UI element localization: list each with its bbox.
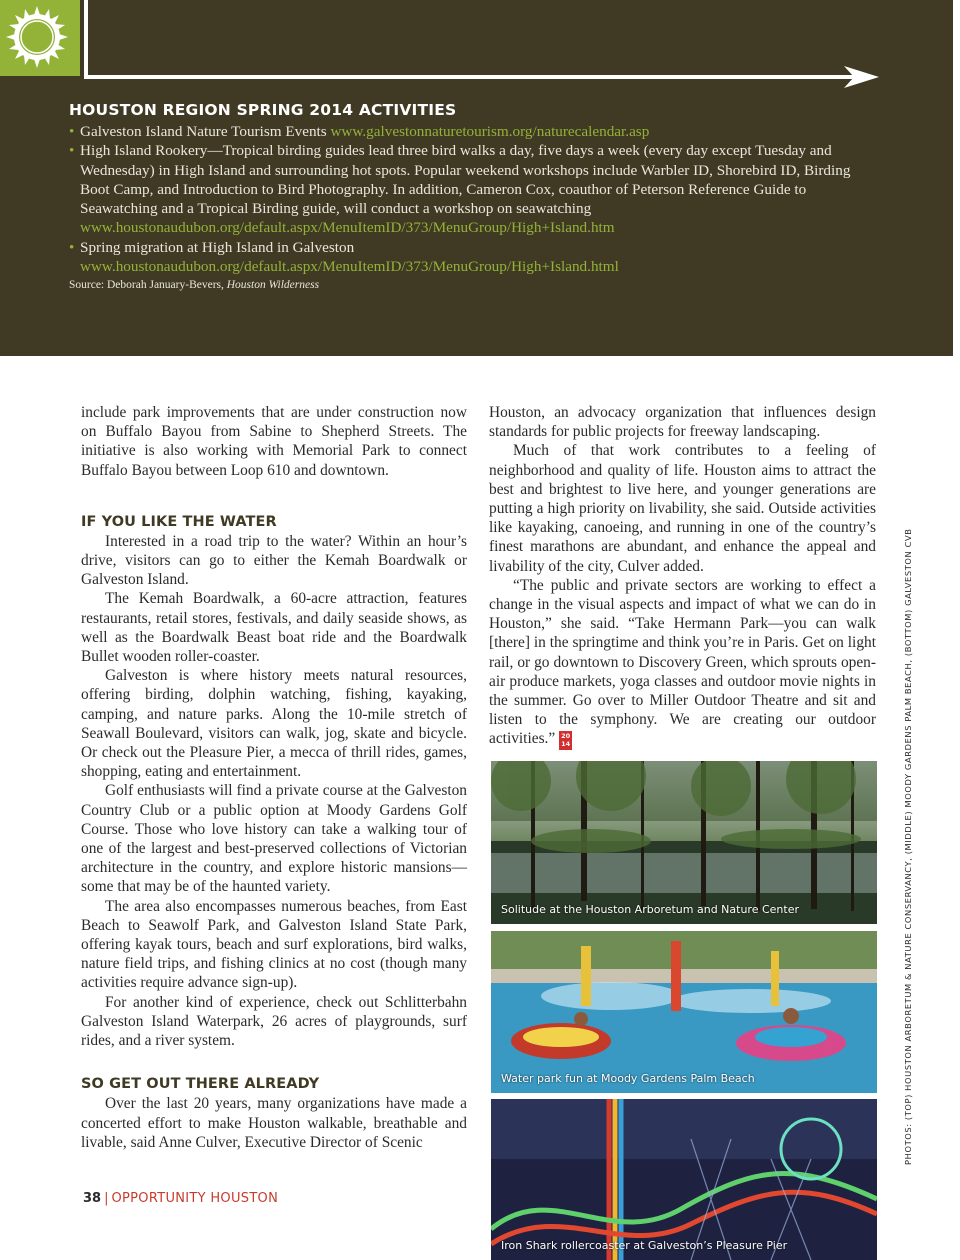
end-mark-icon: 20 14	[561, 731, 571, 749]
footer-separator: |	[104, 1191, 109, 1206]
photo-caption: Iron Shark rollercoaster at Galveston’s Pleasure Pier	[501, 1239, 788, 1252]
sun-icon	[0, 0, 80, 76]
body-paragraph: The area also encompasses numerous beaches, from East Beach to Seawolf Park, and Galveston Island State Park, offering kayak tours, beach and surf explorations, bird walks, nature field trips, and fishing clinics at no cost (though many activities require advance sign-up).	[81, 897, 467, 992]
arrow-right-icon	[84, 64, 884, 90]
photo-credit: PHOTOS: (TOP) HOUSTON ARBORETUM & NATURE CONSERVANCY, (MIDDLE) MOODY GARDENS PALM BEACH, (BOTTOM) GALVESTON CVB	[903, 528, 913, 1165]
page-number: 38	[83, 1191, 102, 1206]
high-island-link[interactable]: www.houstonaudubon.org/default.aspx/MenuItemID/373/MenuGroup/High+Island.htm	[80, 219, 615, 237]
activities-sidebar-box	[0, 0, 953, 356]
box-heading: HOUSTON REGION SPRING 2014 ACTIVITIES	[69, 101, 457, 119]
body-paragraph: The Kemah Boardwalk, a 60-acre attraction, features restaurants, retail stores, festivals, and daily seaside shows, as well as the Boardwalk Beast boat ride and the Boardwalk Bullet wooden roller-coaster.	[81, 590, 467, 666]
publication-name: OPPORTUNITY HOUSTON	[111, 1191, 279, 1206]
list-item: • High Island Rookery—Tropical birding guides lead three bird walks a day, five days a week (every day except Tuesday and Wednesday) in High Island and surrounding hot spots. Popular weekend workshops include Warbler ID, Shorebird ID, Birding Boot Camp, and Introduction to Bird Photography. In addition, Cameron Cox, coauthor of Peterson Reference Guide to Seawatching and a Tropical Birding guide, will conduct a workshop on seawatching www.houstonaudubon.org/default.aspx/MenuItemID/373/MenuGroup/High+Island.htm	[69, 141, 869, 237]
body-paragraph: For another kind of experience, check out Schlitterbahn Galveston Island Waterpark, 26 acres of playgrounds, surf rides, and a river system.	[81, 993, 467, 1050]
body-paragraph: Galveston is where history meets natural resources, offering birding, dolphin watching, fishing, kayaking, camping, and nature parks. Along the 10-mile stretch of Seawall Boulevard, visitors can walk, jog, skate and bicycle. Or check out the Pleasure Pier, a mecca of thrill rides, games, shopping, eating and entertainment.	[81, 667, 467, 781]
body-paragraph: Houston, an advocacy organization that influences design standards for public projects for freeway landscaping.	[489, 404, 876, 441]
photo-rollercoaster	[491, 1099, 877, 1260]
body-paragraph: Much of that work contributes to a feeling of neighborhood and quality of life. Houston aims to attract the best and brightest to live here, and younger generations are putting a high priority on livability, she said. Outside activities like kayaking, canoeing, and running in one of the country’s finest marathons are abundant, and enhance the appeal and livability of the city, Culver added.	[489, 442, 876, 575]
body-paragraph: Over the last 20 years, many organizations have made a concerted effort to make Houston walkable, breathable and livable, said Anne Culver, Executive Director of Scenic	[81, 1095, 467, 1151]
source-line: Source: Deborah January-Bevers, Houston Wilderness	[69, 279, 320, 291]
high-island-migration-link[interactable]: www.houstonaudubon.org/default.aspx/MenuItemID/373/MenuGroup/High+Island.html	[80, 258, 619, 276]
photo-caption: Solitude at the Houston Arboretum and Nature Center	[501, 903, 799, 916]
body-paragraph: include park improvements that are under construction now on Buffalo Bayou from Sabine to Shepherd Streets. The initiative is also working with Memorial Park to connect Buffalo Bayou between Loop 610 and downtown.	[81, 404, 467, 479]
photo-arboretum	[491, 761, 877, 924]
activities-list	[69, 122, 869, 276]
list-item: • Spring migration at High Island in Galveston www.houstonaudubon.org/default.aspx/MenuItemID/373/MenuGroup/High+Island.html	[69, 238, 869, 277]
nature-calendar-link[interactable]: www.galvestonnaturetourism.org/naturecalendar.asp	[330, 123, 650, 140]
photo-water-park	[491, 931, 877, 1093]
article-right-column	[489, 403, 876, 750]
section-heading-water: IF YOU LIKE THE WATER	[81, 513, 277, 530]
section-heading-get-out: SO GET OUT THERE ALREADY	[81, 1076, 320, 1093]
page-footer	[83, 1191, 278, 1206]
body-paragraph: “The public and private sectors are working to effect a change in the visual aspects and impact of what we can do in Houston,” she said. “Take Hermann Park—you can walk [there] in the springtime and think you’re in Paris. Get on light rail, or go downtown to Discovery Green, which sprouts open-air produce markets, yoga classes and outdoor movie nights in the summer. Go over to Miller Outdoor Theatre and sit and listen to the symphony. We are creating our outdoor activities.” 20 14	[489, 576, 876, 749]
photo-caption: Water park fun at Moody Gardens Palm Beach	[501, 1072, 755, 1085]
body-paragraph: Interested in a road trip to the water? Within an hour’s drive, visitors can go to either the Kemah Boardwalk or Galveston Island.	[81, 532, 467, 589]
list-item: • Galveston Island Nature Tourism Events www.galvestonnaturetourism.org/naturecalendar.asp	[69, 122, 869, 141]
article-left-column	[81, 403, 467, 1152]
sun-logo	[0, 0, 80, 76]
body-paragraph: Golf enthusiasts will find a private course at the Galveston Country Club or a public option at Moody Gardens Golf Course. Those who love history can take a walking tour of one of the largest and best-preserved collections of Victorian architecture in the country, and explore historic mansions—some that may be of the haunted variety.	[81, 782, 467, 896]
